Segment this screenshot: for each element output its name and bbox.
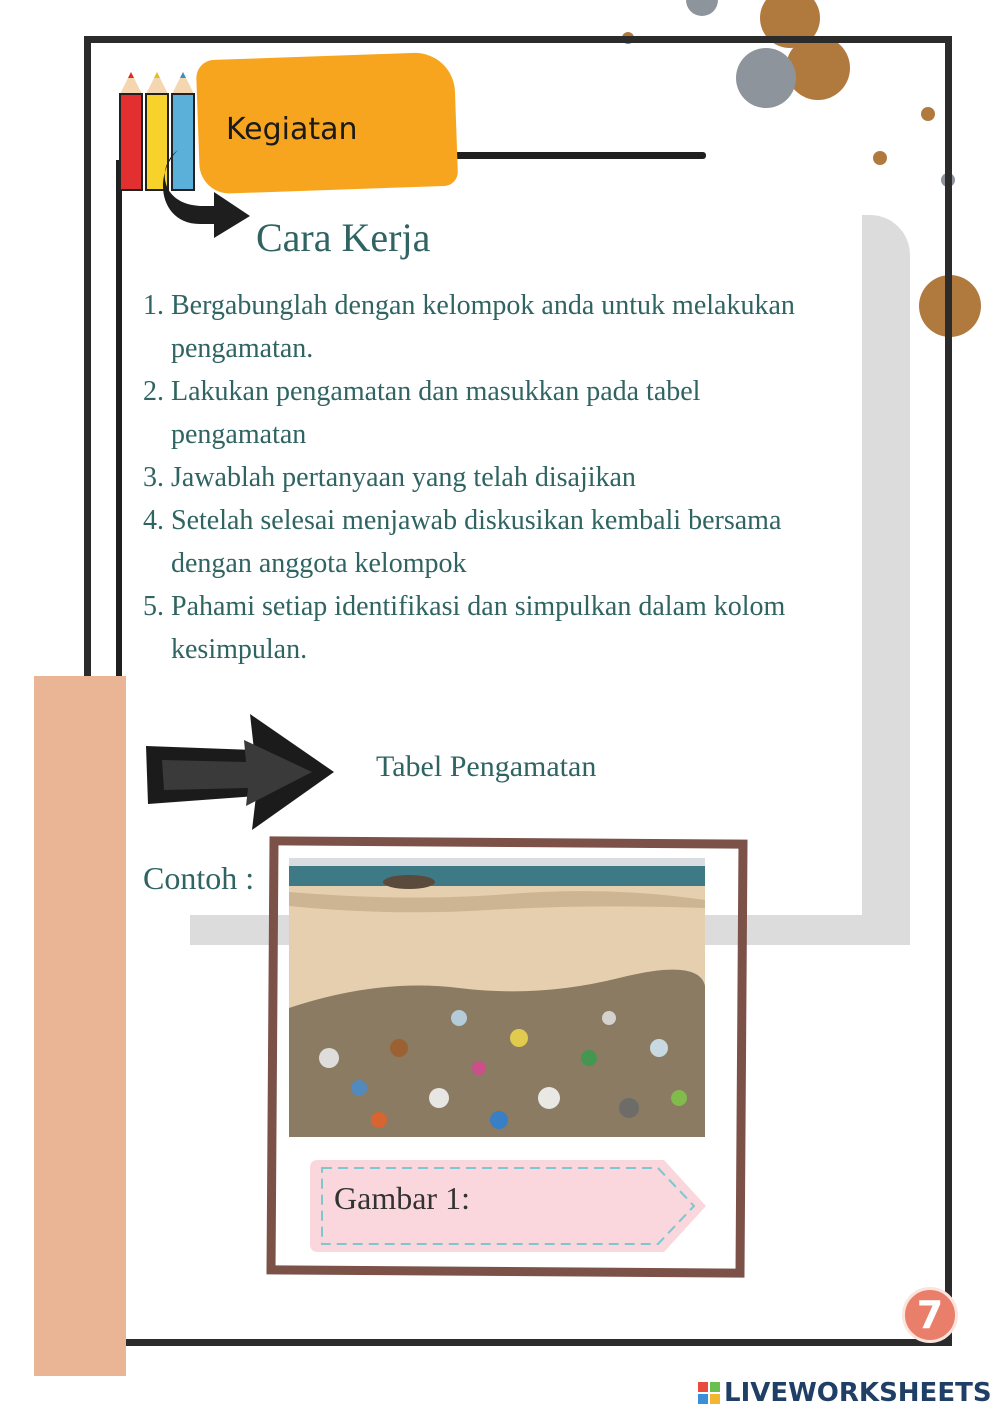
beach-litter-photo — [289, 858, 705, 1137]
section-title: Cara Kerja — [256, 215, 431, 260]
list-item: 2. Lakukan pengamatan dan masukkan pada tabel pengamatan — [143, 376, 701, 450]
list-item: 5. Pahami setiap identifikasi dan simpulkan dalam kolom kesimpulan. — [143, 591, 786, 665]
list-item: 4. Setelah selesai menjawab diskusikan kembali bersama dengan anggota kelompok — [143, 505, 782, 579]
brand-footer — [698, 1378, 992, 1408]
kegiatan-label: Kegiatan — [226, 112, 358, 147]
photo-caption: Gambar 1: — [334, 1180, 470, 1216]
paper-tape — [34, 676, 126, 1376]
page-number-badge: 7 — [902, 1287, 958, 1343]
list-item: 1. Bergabunglah dengan kelompok anda untuk melakukan pengamatan. — [143, 290, 795, 364]
curved-arrow-icon — [156, 146, 256, 242]
table-label: Tabel Pengamatan — [376, 750, 597, 783]
list-item: 3. Jawablah pertanyaan yang telah disajikan — [143, 462, 636, 493]
arrow-right-icon — [142, 710, 338, 834]
brand-name: LIVEWORKSHEETS — [724, 1378, 992, 1408]
liveworksheets-logo-icon — [698, 1382, 720, 1404]
steps-list — [143, 284, 803, 671]
example-label: Contoh : — [143, 860, 255, 896]
